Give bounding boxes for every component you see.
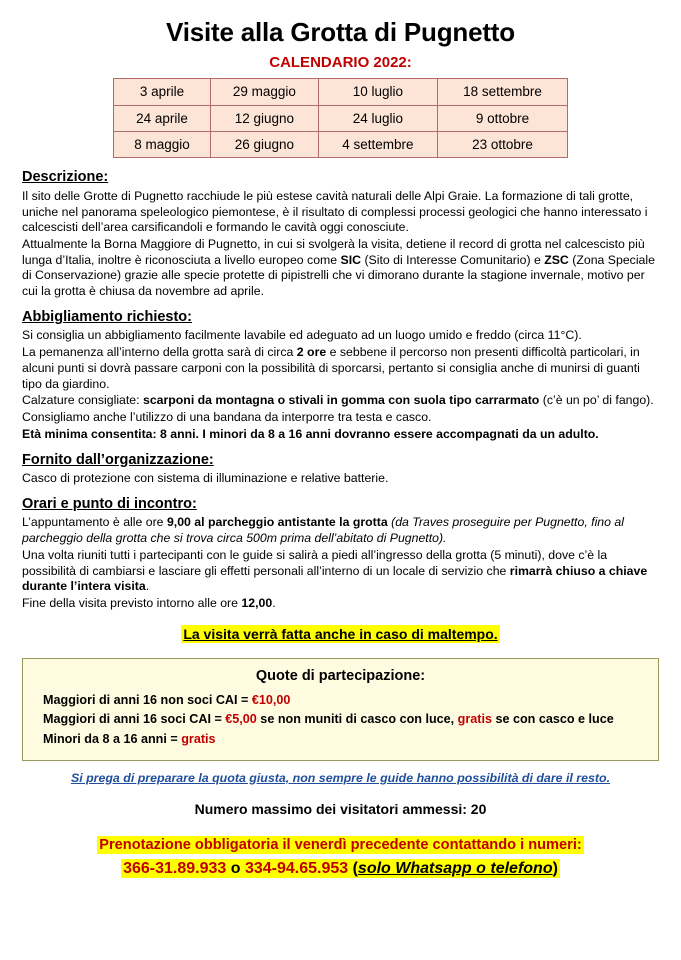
calendar-date: 3 aprile — [114, 79, 211, 105]
quote-box — [22, 658, 659, 761]
abbigliamento-calzature: scarponi da montagna o stivali in gomma con suola tipo carrarmato — [142, 393, 540, 408]
maltempo-text: La visita verrà fatta anche in caso di maltempo. — [183, 625, 498, 642]
orari-paragraph-3 — [22, 596, 659, 612]
orari-indicazioni: (da Traves proseguire per Pugnetto, fino al parcheggio della grotta che si trova circa 500m prima dell’abitato di Pugnetto). — [22, 515, 624, 546]
calendar-date: 23 ottobre — [438, 131, 568, 157]
quote-row2-end: se con casco e luce — [491, 712, 614, 727]
calendar-table — [113, 78, 568, 158]
calendar-date: 8 maggio — [114, 131, 211, 157]
orari-paragraph-2 — [22, 548, 659, 595]
calendar-date: 12 giugno — [211, 105, 319, 131]
abbigliamento-eta-minima: Età minima consentita: 8 anni. I minori da 8 a 16 anni dovranno essere accompagnati da un adulto. — [22, 426, 599, 441]
booking-note-close: ) — [552, 860, 558, 878]
calendar-date: 9 ottobre — [438, 105, 568, 131]
orari-locale-chiuso: rimarrà chiuso a chiave durante l’intera visita — [22, 563, 648, 594]
booking-phones — [121, 859, 560, 878]
abbigliamento-paragraph-1: Si consiglia un abbigliamento facilmente lavabile ed adeguato ad un luogo umido e freddo (circa 11°C). — [22, 328, 582, 343]
quote-row2-label: Maggiori di anni 16 soci CAI = — [43, 712, 226, 727]
table-row — [114, 131, 568, 157]
descrizione-p2-b: (Sito di Interesse Comunitario) e — [361, 252, 545, 267]
descrizione-sic: SIC — [340, 252, 362, 267]
abbigliamento-paragraph-4: Consigliamo anche l’utilizzo di una bandana da interporre tra testa e casco. — [22, 410, 432, 425]
abbigliamento-p2-b: e sebbene il percorso non presenti difficoltà particolari, in alcuni punti si dovrà passare carponi con la possibilità di sporcarsi, pertanto si consiglia anche di munirsi di guanti tipo da giardino. — [22, 345, 640, 391]
quote-row1-label: Maggiori di anni 16 non soci CAI = — [43, 693, 252, 708]
descrizione-zsc: ZSC — [544, 252, 569, 267]
section-heading-abbigliamento: Abbigliamento richiesto: — [22, 308, 192, 325]
fornito-paragraph-1: Casco di protezione con sistema di illuminazione e relative batterie. — [22, 471, 389, 486]
calendar-date: 10 luglio — [318, 79, 437, 105]
quote-title: Quote di partecipazione: — [255, 667, 426, 684]
abbigliamento-p3-b: (c’è un po’ di fango). — [539, 393, 654, 408]
descrizione-paragraph-2 — [22, 237, 659, 300]
section-heading-descrizione: Descrizione: — [22, 169, 109, 186]
orari-fine-visita: 12,00 — [241, 596, 273, 611]
booking-note: solo Whatsapp o telefono — [357, 860, 553, 878]
calendar-date: 24 luglio — [318, 105, 437, 131]
page-title: Visite alla Grotta di Pugnetto — [166, 17, 515, 47]
orari-p1-a: L’appuntamento è alle ore — [22, 515, 167, 530]
orari-p3-b: . — [272, 596, 276, 611]
calendar-heading: CALENDARIO 2022: — [269, 54, 412, 72]
quote-row2-mid: se non muniti di casco con luce, — [256, 712, 458, 727]
descrizione-p2-c: (Zona Speciale di Conservazione) grazie alle specie protette di pipistrelli che vi dimorano durante la stagione invernale, motivo per cui la grotta è chiusa da novembre ad aprile. — [22, 252, 655, 299]
orari-paragraph-1 — [22, 515, 659, 546]
orari-p2-a: Una volta riuniti tutti i partecipanti con le guide si salirà a piedi all’ingresso della grotta (5 minuti), dove c’è la possibilità di cambiarsi e lasciare gli effetti personali all’interno di un locale di servizio che — [22, 547, 608, 578]
maltempo-notice — [22, 626, 659, 644]
calendar-date: 26 giugno — [211, 131, 319, 157]
calendar-date: 4 settembre — [318, 131, 437, 157]
phone-number-1[interactable]: 366-31.89.933 — [123, 860, 227, 878]
quote-row-2 — [43, 711, 644, 727]
calendar-date: 18 settembre — [438, 79, 568, 105]
calendar-date: 24 aprile — [114, 105, 211, 131]
orari-p2-b: . — [145, 579, 150, 594]
quote-row-3 — [43, 731, 644, 747]
abbigliamento-paragraph-3 — [22, 393, 659, 409]
booking-note-open: ( — [348, 860, 358, 878]
abbigliamento-durata: 2 ore — [296, 345, 327, 360]
quote-row2-price: €5,00 — [225, 712, 257, 727]
quote-row-1 — [43, 692, 644, 708]
abbigliamento-p2-a: La pemanenza all’interno della grotta sarà di circa — [22, 345, 297, 360]
booking-line-2 — [22, 859, 659, 879]
abbigliamento-p3-a: Calzature consigliate: — [22, 393, 143, 408]
section-heading-orari: Orari e punto di incontro: — [22, 495, 197, 512]
orari-p3-a: Fine della visita previsto intorno alle ore — [22, 596, 242, 611]
descrizione-p2-a: Attualmente la Borna Maggiore di Pugnetto, in cui si svolgerà la visita, detiene il record di grotta nel calcescisto più lunga d’Italia, inoltre è riconosciuta a livello europeo come — [22, 237, 645, 267]
booking-block — [22, 836, 659, 879]
phone-separator: o — [226, 860, 245, 878]
phone-number-2[interactable]: 334-94.65.953 — [244, 860, 349, 878]
table-row — [114, 79, 568, 105]
table-row — [114, 105, 568, 131]
descrizione-paragraph-1: Il sito delle Grotte di Pugnetto racchiude le più estese cavità naturali delle Alpi Graie. La formazione di tali grotte, uniche nel panorama speleologico piemontese, è il risultato di complessi processi geologici che hanno interessato i calcescisti dell’area carsificandoli e formando le cavità oggi conosciute. — [22, 188, 648, 235]
section-heading-fornito: Fornito dall’organizzazione: — [22, 451, 214, 468]
calendar-date: 29 maggio — [211, 79, 319, 105]
quota-giusta-note: Si prega di preparare la quota giusta, non sempre le guide hanno possibilità di dare il resto. — [70, 770, 611, 785]
booking-line-1 — [22, 836, 659, 855]
quote-row1-price: €10,00 — [251, 693, 291, 708]
quote-row3-gratis: gratis — [181, 731, 216, 746]
booking-text: Prenotazione obbligatoria il venerdì precedente contattando i numeri: — [99, 837, 582, 854]
quote-row2-gratis: gratis — [457, 712, 492, 727]
orari-appuntamento: 9,00 al parcheggio antistante la grotta — [166, 515, 388, 530]
max-visitors-note: Numero massimo dei visitatori ammessi: 20 — [194, 800, 487, 817]
abbigliamento-paragraph-2 — [22, 345, 659, 392]
quote-row3-label: Minori da 8 a 16 anni = — [43, 731, 182, 746]
